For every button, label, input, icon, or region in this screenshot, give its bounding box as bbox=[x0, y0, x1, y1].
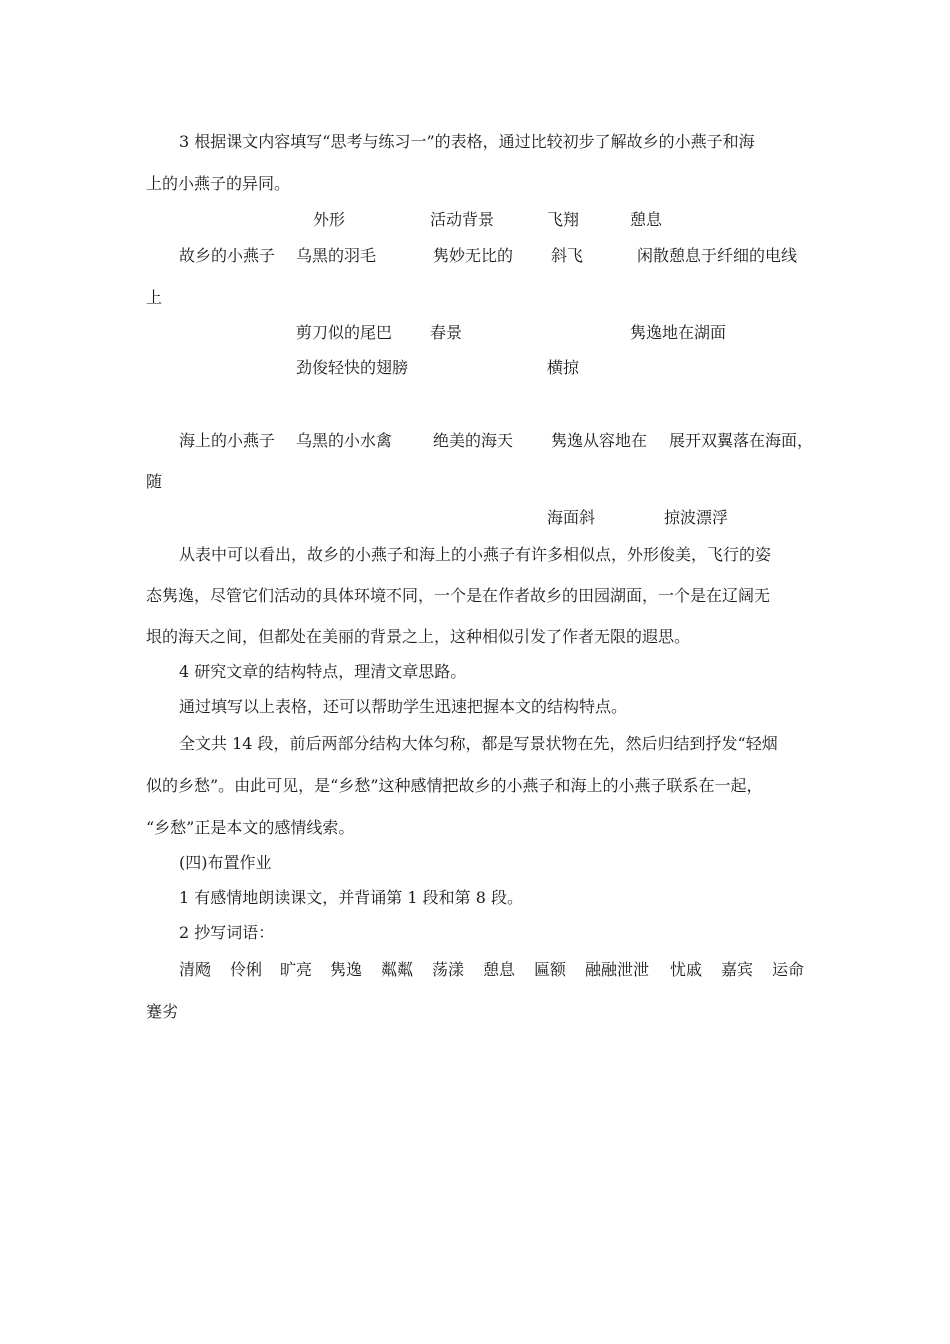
question-4: 4 研究文章的结构特点，理清文章思路。 bbox=[179, 662, 467, 681]
row-label-sea: 海上的小燕子 bbox=[179, 431, 276, 450]
word-7: 憩息 bbox=[483, 960, 516, 979]
para3-line-2: 似的乡愁”。由此可见，是“乡愁”这种感情把故乡的小燕子和海上的小燕子联系在一起， bbox=[146, 776, 763, 795]
cell-hometown-appearance-1: 乌黑的羽毛 bbox=[296, 246, 377, 265]
word-6: 荡漾 bbox=[432, 960, 465, 979]
cell-hometown-rest-1: 闲散憩息于纤细的电线 bbox=[637, 246, 798, 265]
question-3-line-2: 上的小燕子的异同。 bbox=[146, 174, 291, 193]
cell-hometown-appearance-2: 剪刀似的尾巴 bbox=[296, 323, 393, 342]
word-10: 忧戚 bbox=[670, 960, 703, 979]
table-header-flight: 飞翔 bbox=[547, 210, 580, 229]
para1-line-3: 垠的海天之间，但都处在美丽的背景之上，这种相似引发了作者无限的遐思。 bbox=[146, 627, 691, 646]
homework-item-1: 1 有感情地朗读课文，并背诵第 1 段和第 8 段。 bbox=[179, 888, 523, 907]
cell-sea-rest-wrap: 随 bbox=[146, 472, 163, 491]
cell-sea-appearance-1: 乌黑的小水禽 bbox=[296, 431, 393, 450]
cell-hometown-appearance-3: 劲俊轻快的翅膀 bbox=[296, 358, 409, 377]
word-13: 蹇劣 bbox=[146, 1002, 179, 1021]
question-3-line-1: 3 根据课文内容填写“思考与练习一”的表格，通过比较初步了解故乡的小燕子和海 bbox=[179, 132, 755, 151]
cell-hometown-flight-3: 横掠 bbox=[547, 358, 580, 377]
para1-line-2: 态隽逸，尽管它们活动的具体环境不同，一个是在作者故乡的田园湖面，一个是在辽阔无 bbox=[146, 586, 771, 605]
para3-line-1: 全文共 14 段，前后两部分结构大体匀称，都是写景状物在先，然后归结到抒发“轻烟 bbox=[179, 734, 778, 753]
word-11: 嘉宾 bbox=[721, 960, 754, 979]
word-12: 运命 bbox=[772, 960, 805, 979]
cell-sea-rest-2: 掠波漂浮 bbox=[664, 508, 729, 527]
para1-line-1: 从表中可以看出，故乡的小燕子和海上的小燕子有许多相似点，外形俊美，飞行的姿 bbox=[179, 545, 772, 564]
word-1: 清飏 bbox=[179, 960, 212, 979]
cell-sea-background-1: 绝美的海天 bbox=[433, 431, 514, 450]
word-9: 融融泄泄 bbox=[585, 960, 650, 979]
table-header-appearance: 外形 bbox=[313, 210, 346, 229]
homework-title: (四)布置作业 bbox=[179, 853, 272, 872]
word-4: 隽逸 bbox=[330, 960, 363, 979]
cell-hometown-background-1: 隽妙无比的 bbox=[433, 246, 514, 265]
cell-hometown-rest-wrap: 上 bbox=[146, 288, 163, 307]
word-8: 匾额 bbox=[534, 960, 567, 979]
word-3: 旷亮 bbox=[280, 960, 313, 979]
table-header-rest: 憩息 bbox=[630, 210, 663, 229]
cell-hometown-rest-2: 隽逸地在湖面 bbox=[630, 323, 727, 342]
word-2: 伶俐 bbox=[230, 960, 263, 979]
word-5: 粼粼 bbox=[381, 960, 414, 979]
cell-hometown-background-2: 春景 bbox=[430, 323, 463, 342]
cell-hometown-flight-1: 斜飞 bbox=[551, 246, 584, 265]
cell-sea-flight-1: 隽逸从容地在 bbox=[551, 431, 648, 450]
cell-sea-flight-2: 海面斜 bbox=[547, 508, 596, 527]
para2: 通过填写以上表格，还可以帮助学生迅速把握本文的结构特点。 bbox=[179, 697, 628, 716]
homework-item-2: 2 抄写词语： bbox=[179, 923, 275, 942]
para3-line-3: “乡愁”正是本文的感情线索。 bbox=[146, 818, 355, 837]
cell-sea-rest-1: 展开双翼落在海面， bbox=[669, 431, 814, 450]
row-label-hometown: 故乡的小燕子 bbox=[179, 246, 276, 265]
table-header-background: 活动背景 bbox=[430, 210, 495, 229]
